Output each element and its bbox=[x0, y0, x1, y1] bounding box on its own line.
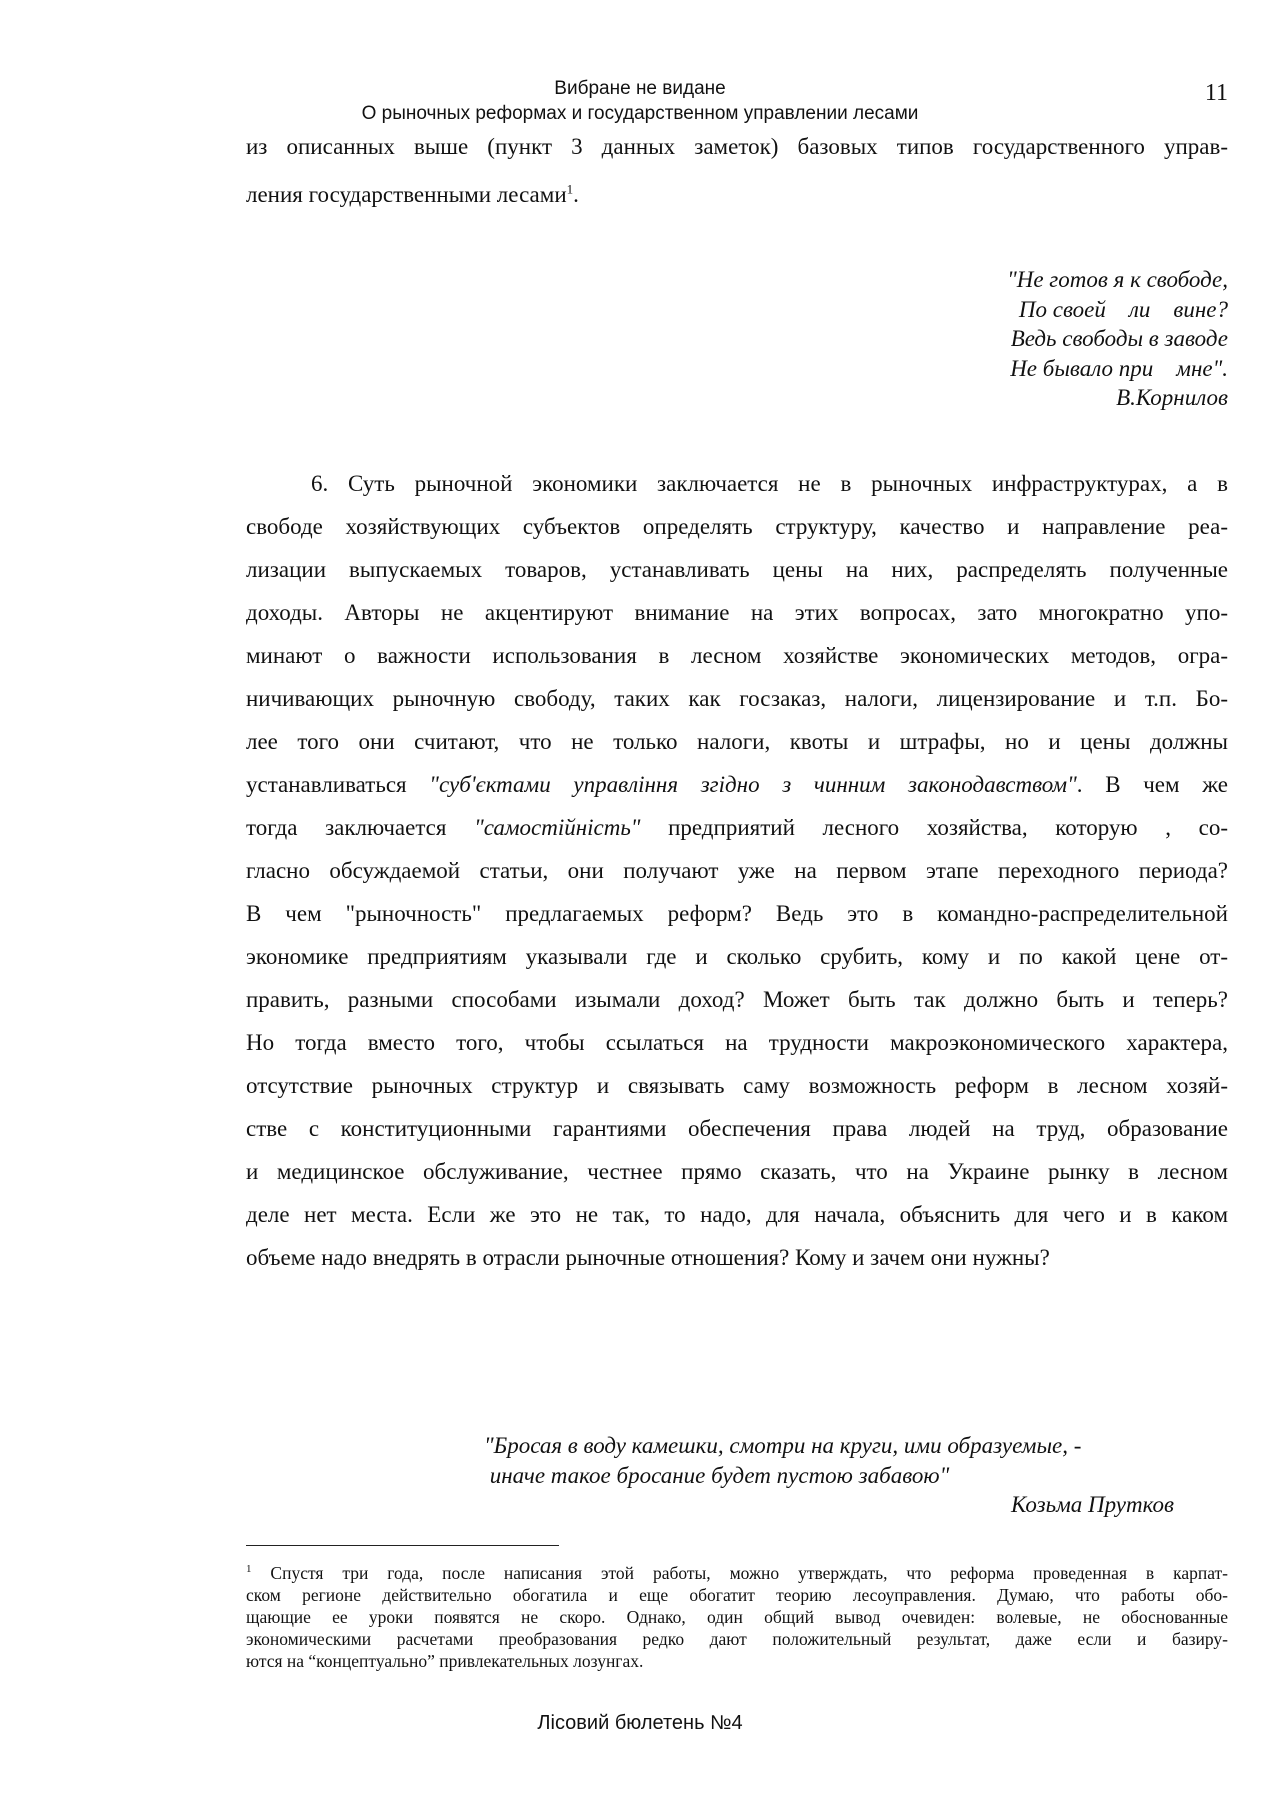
text-span: предприятий лесного хозяйства, которую , со- bbox=[640, 815, 1228, 840]
text-line: ничивающих рыночную свободу, таких как госзаказ, налоги, лицензирование и т.п. Бо- bbox=[246, 686, 1228, 711]
text-line: и медицинское обслуживание, честнее прямо сказать, что на Украине рынку в лесном bbox=[246, 1159, 1228, 1184]
text-line: минают о важности использования в лесном хозяйстве экономических методов, огра- bbox=[246, 643, 1228, 668]
epigraph-line: "Бросая в воду камешки, смотри на круги, ими образуемые, - bbox=[484, 1433, 1082, 1458]
text-span: Спустя три года, после написания этой работы, можно утверждать, что реформа проведенная в карпат- bbox=[251, 1563, 1228, 1583]
epigraph-line: Ведь свободы в заводе bbox=[1010, 326, 1228, 351]
footnote-1 bbox=[246, 1562, 1228, 1672]
epigraph-line: По своей ли вине? bbox=[1018, 296, 1228, 322]
running-header-article: О рыночных реформах и государственном управлении лесами bbox=[361, 103, 919, 124]
epigraph-kornilov bbox=[908, 265, 1228, 413]
text-line: доходы. Авторы не акцентируют внимание на этих вопросах, зато многократно упо- bbox=[246, 600, 1228, 625]
paragraph-6 bbox=[246, 462, 1228, 1279]
running-footer-journal: Лісовий бюлетень №4 bbox=[537, 1712, 743, 1734]
text-span: ления государственными лесами bbox=[246, 182, 567, 207]
text-line: из описанных выше (пункт 3 данных заметок) базовых типов государственного управ- bbox=[246, 134, 1228, 159]
footnote-line: ском регионе действительно обогатила и еще обогатит теорию лесоуправления. Думаю, что работы обо- bbox=[246, 1585, 1228, 1605]
text-line: экономике предприятиям указывали где и сколько срубить, кому и по какой цене от- bbox=[246, 944, 1228, 969]
intro-paragraph bbox=[246, 123, 1228, 219]
text-span: . В чем же bbox=[1076, 772, 1229, 797]
text-line bbox=[246, 763, 1228, 806]
footnote-line: щающие ее уроки появятся не скоро. Однако, один общий вывод очевиден: волевые, не обоснованные bbox=[246, 1607, 1228, 1627]
text-line: деле нет места. Если же это не так, то надо, для начала, объяснить для чего и в каком bbox=[246, 1202, 1228, 1227]
text-line: 6. Суть рыночной экономики заключается не в рыночных инфраструктурах, а в bbox=[311, 471, 1228, 496]
footnote-reference[interactable]: 1 bbox=[566, 181, 574, 197]
epigraph-prutkov bbox=[484, 1431, 1174, 1520]
footnote-separator bbox=[246, 1545, 559, 1546]
text-line: стве с конституционными гарантиями обеспечения права людей на труд, образование bbox=[246, 1116, 1228, 1141]
text-line: лее того они считают, что не только налоги, квоты и штрафы, но и цены должны bbox=[246, 729, 1228, 754]
quoted-phrase: "суб'єктами управління згідно з чинним законодавством" bbox=[429, 772, 1077, 797]
text-line: отсутствие рыночных структур и связывать саму возможность реформ в лесном хозяй- bbox=[246, 1073, 1228, 1098]
text-line: гласно обсуждаемой статьи, они получают уже на первом этапе переходного периода? bbox=[246, 858, 1228, 883]
text-line: свободе хозяйствующих субъектов определять структуру, качество и направление реа- bbox=[246, 514, 1228, 539]
text-line: править, разными способами изымали доход? Может быть так должно быть и теперь? bbox=[246, 987, 1228, 1012]
footnote-line: экономическими расчетами преобразования редко дают положительный результат, даже если и базиру- bbox=[246, 1629, 1228, 1649]
text-line bbox=[246, 806, 1228, 849]
quoted-phrase: "самостійність" bbox=[474, 815, 641, 840]
footnote-line bbox=[246, 1562, 1228, 1584]
text-line: В чем "рыночность" предлагаемых реформ? Ведь это в командно-распределительной bbox=[246, 901, 1228, 926]
text-span: устанавливаться bbox=[246, 772, 430, 797]
epigraph-line: "Не готов я к свободе, bbox=[1007, 267, 1228, 292]
text-line: Но тогда вместо того, чтобы ссылаться на трудности макроэкономического характера, bbox=[246, 1030, 1228, 1055]
footnote-marker: 1 bbox=[246, 1563, 252, 1576]
text-span: . bbox=[573, 182, 579, 207]
running-header-collection: Вибране не видане bbox=[554, 78, 726, 99]
text-line: лизации выпускаемых товаров, устанавливать цены на них, распределять полученные bbox=[246, 557, 1228, 582]
epigraph-author: Козьма Прутков bbox=[1011, 1492, 1174, 1517]
epigraph-line: Не бывало при мне". bbox=[1010, 355, 1228, 381]
epigraph-author: В.Корнилов bbox=[1116, 385, 1228, 410]
text-line bbox=[246, 171, 1228, 219]
page-number: 11 bbox=[1204, 80, 1228, 106]
epigraph-line: иначе такое бросание будет пустою забавою" bbox=[484, 1462, 950, 1488]
footnote-line: ются на “концептуально” привлекательных лозунгах. bbox=[246, 1651, 644, 1671]
text-span: тогда заключается bbox=[246, 815, 475, 840]
text-line: объеме надо внедрять в отрасли рыночные отношения? Кому и зачем они нужны? bbox=[246, 1245, 1050, 1270]
